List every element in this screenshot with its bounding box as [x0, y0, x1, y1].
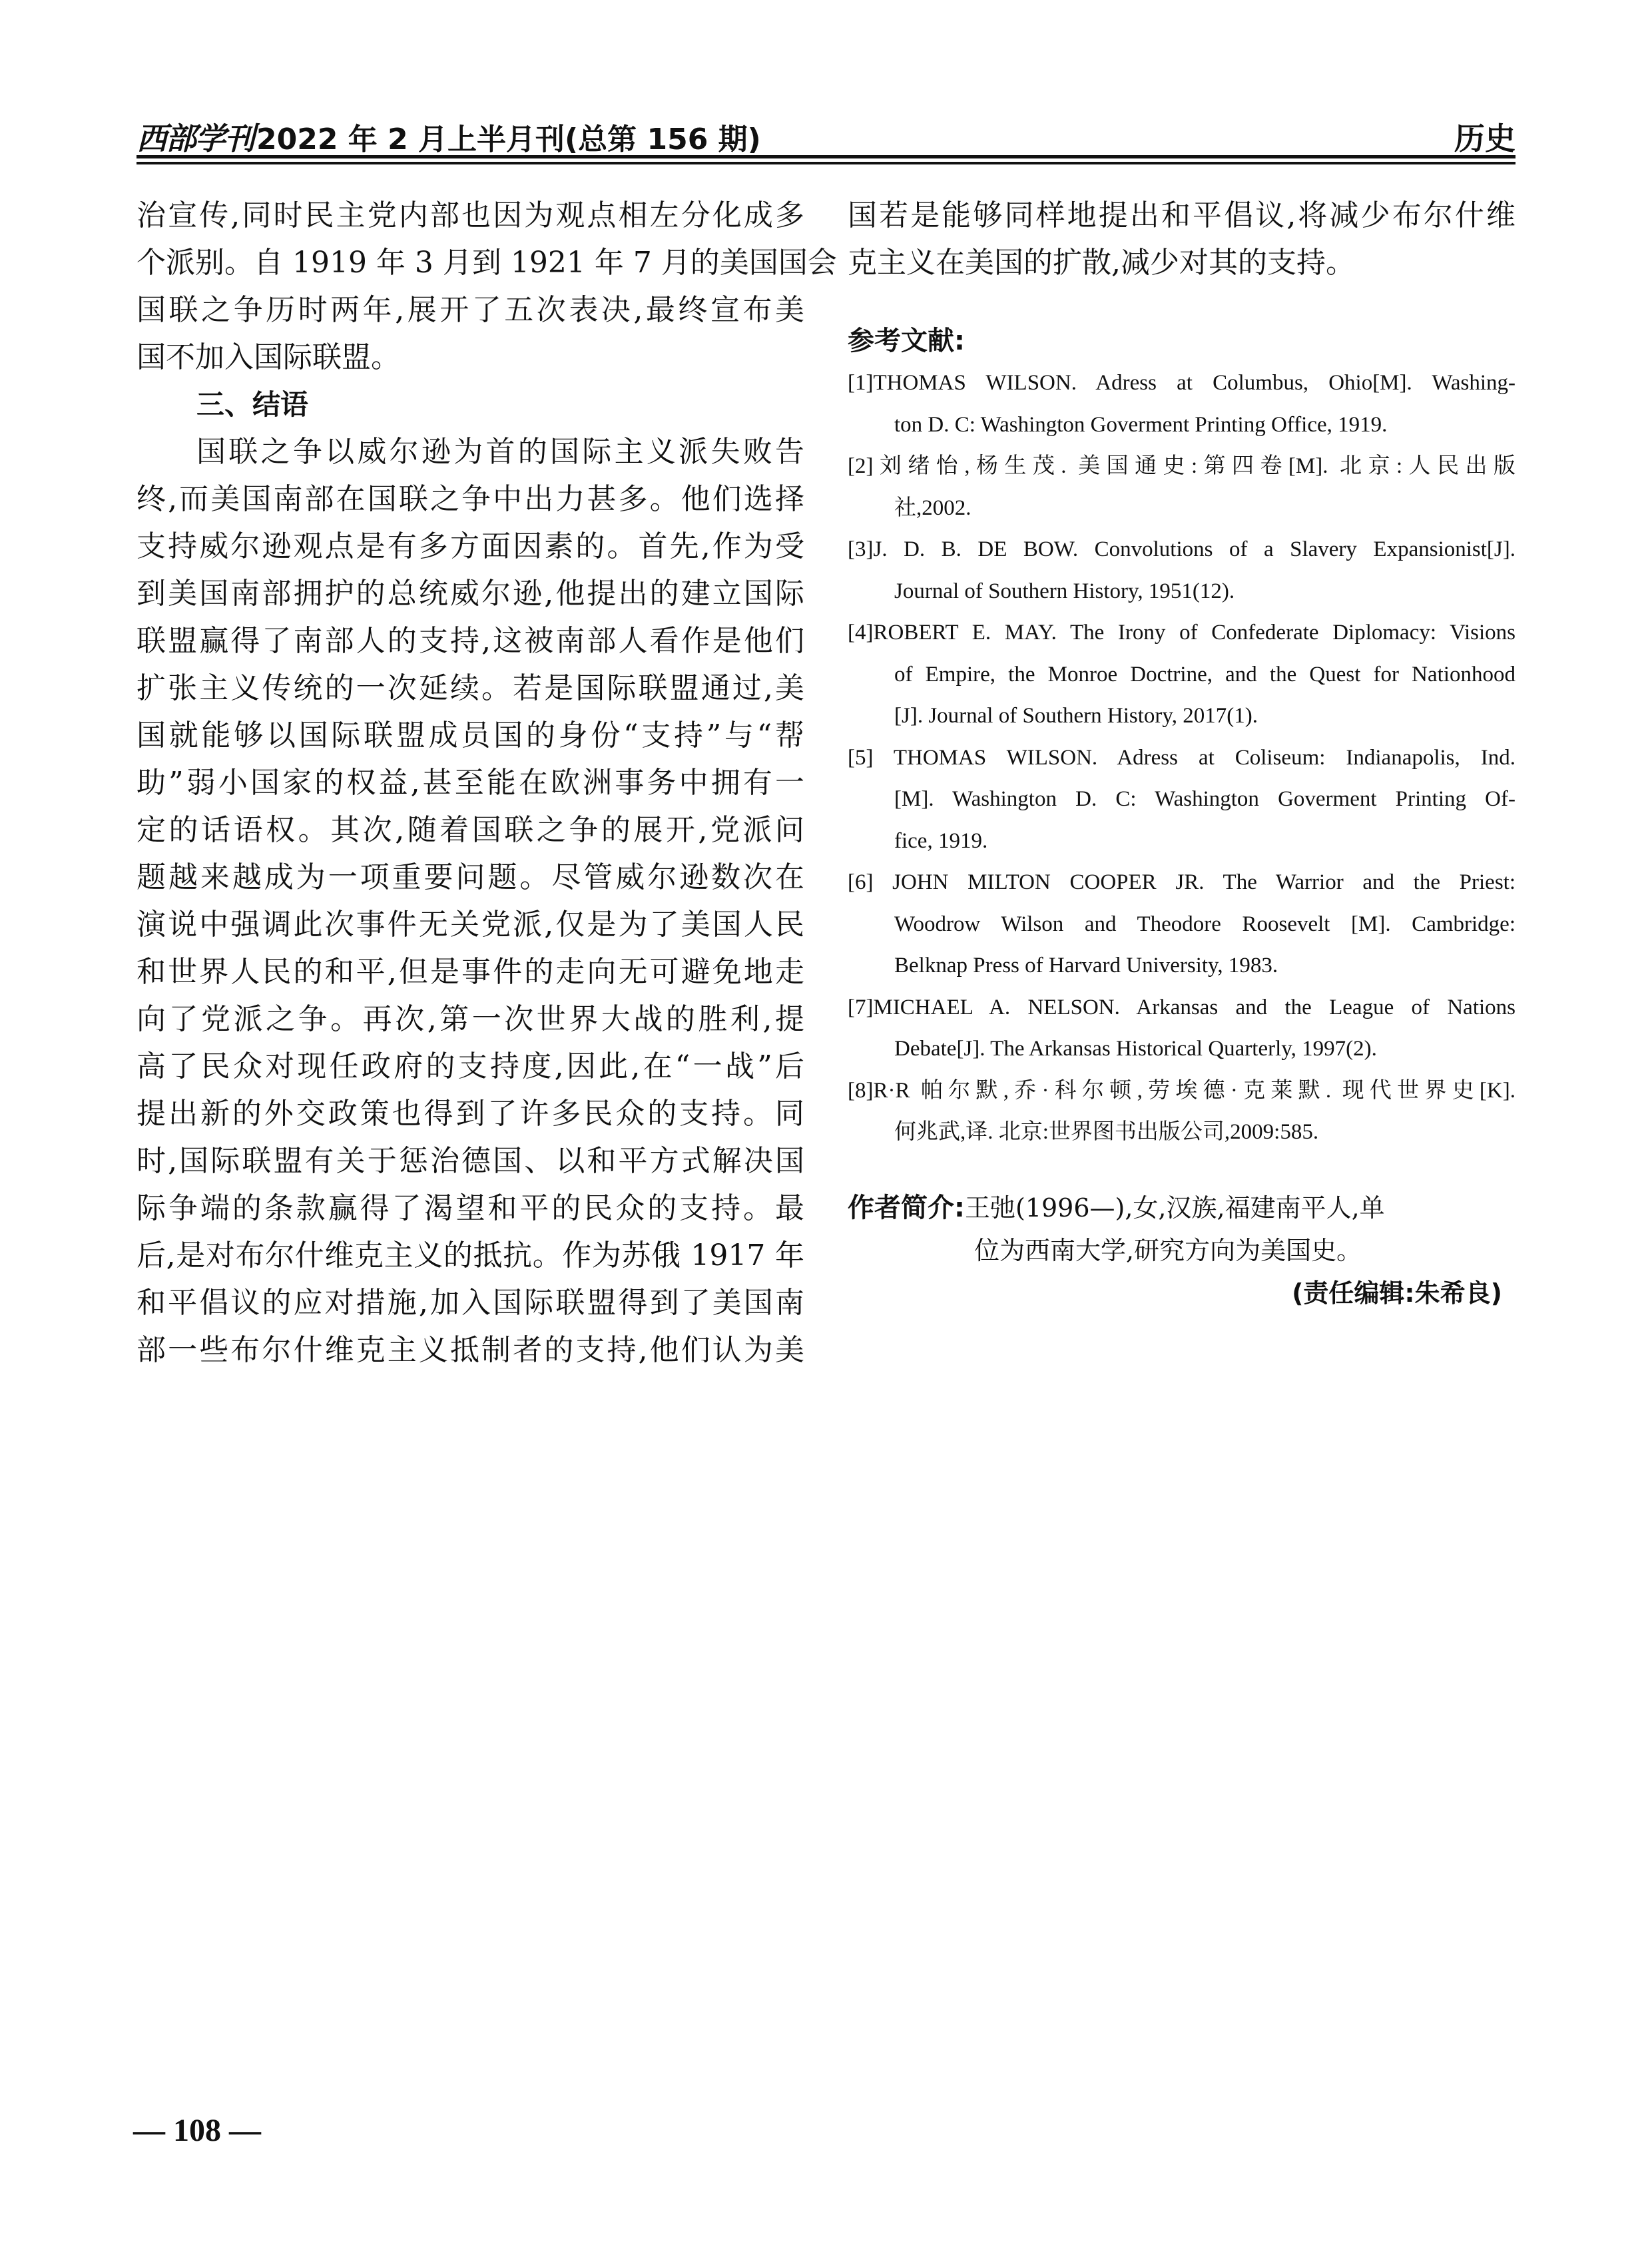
issue-info: 2022 年 2 月上半月刊(总第 156 期): [256, 123, 761, 156]
reference-line: [J]. Journal of Southern History, 2017(1).: [894, 704, 1258, 728]
reference-line: [2]刘绪怡,杨生茂. 美国通史:第四卷[M]. 北京:人民出版: [848, 454, 1515, 478]
reference-line: [1]THOMAS WILSON. Adress at Columbus, Ohio[M]. Washing-: [848, 371, 1515, 395]
body-line: 国联之争以威尔逊为首的国际主义派失败告: [196, 435, 804, 469]
author-line: [848, 1187, 1515, 1229]
reference-line: [8]R·R 帕尔默,乔·科尔顿,劳埃德·克莱默. 现代世界史[K].: [848, 1078, 1515, 1103]
author-label: 作者简介:: [848, 1192, 965, 1223]
reference-line: Debate[J]. The Arkansas Historical Quarterly, 1997(2).: [894, 1037, 1377, 1061]
author-text: 王弛(1996—),女,汉族,福建南平人,单: [965, 1193, 1385, 1223]
reference-item: [848, 737, 1515, 862]
reference-line: [5] THOMAS WILSON. Adress at Coliseum: Indianapolis, Ind.: [848, 745, 1515, 770]
reference-line: Woodrow Wilson and Theodore Roosevelt [M]. Cambridge:: [894, 912, 1515, 936]
reference-item: [848, 987, 1515, 1070]
body-line: 部一些布尔什维克主义抵制者的支持,他们认为美: [137, 1333, 804, 1367]
body-line: 演说中强调此次事件无关党派,仅是为了美国人民: [137, 908, 804, 942]
reference-item: [848, 529, 1515, 612]
running-header: [137, 115, 761, 158]
body-line: 国不加入国际联盟。: [137, 340, 400, 374]
reference-line: [4]ROBERT E. MAY. The Irony of Confederate Diplomacy: Visions: [848, 621, 1515, 645]
header-rule: [137, 155, 1515, 158]
body-line: 提出新的外交政策也得到了许多民众的支持。同: [137, 1097, 804, 1131]
body-line: 际争端的条款赢得了渴望和平的民众的支持。最: [137, 1191, 804, 1225]
references-title: 参考文献:: [848, 326, 965, 356]
editor-credit: (责任编辑:朱希良): [1292, 1278, 1502, 1308]
journal-logo: 西部学刊: [137, 121, 254, 156]
left-column: [137, 192, 837, 1374]
body-line: 和平倡议的应对措施,加入国际联盟得到了美国南: [137, 1286, 805, 1320]
body-line: 国就能够以国际联盟成员国的身份“支持”与“帮: [137, 718, 804, 752]
body-line: 治宣传,同时民主党内部也因为观点相左分化成多: [137, 198, 805, 232]
reference-line: [6] JOHN MILTON COOPER JR. The Warrior and the Priest:: [848, 870, 1515, 894]
body-line: 国若是能够同样地提出和平倡议,将减少布尔什维: [848, 198, 1515, 232]
section-title: 历史: [1454, 121, 1515, 156]
header-rule: [137, 162, 1515, 164]
author-bio: [848, 1187, 1515, 1272]
body-line: 支持威尔逊观点是有多方面因素的。首先,作为受: [137, 529, 804, 563]
body-line: 后,是对布尔什维克主义的抵抗。作为苏俄 1917 年: [137, 1239, 804, 1272]
reference-line: of Empire, the Monroe Doctrine, and the Quest for Nationhood: [894, 662, 1515, 687]
body-line: 向了党派之争。再次,第一次世界大战的胜利,提: [137, 1002, 804, 1036]
reference-line: Belknap Press of Harvard University, 1983.: [894, 954, 1278, 978]
body-line: 个派别。自 1919 年 3 月到 1921 年 7 月的美国国会: [137, 246, 837, 280]
body-line: 终,而美国南部在国联之争中出力甚多。他们选择: [137, 482, 805, 516]
body-line: 高了民众对现任政府的支持度,因此,在“一战”后: [137, 1049, 804, 1083]
body-line: 和世界人民的和平,但是事件的走向无可避免地走: [137, 955, 804, 989]
body-line: 助”弱小国家的权益,甚至能在欧洲事务中拥有一: [137, 766, 804, 800]
page-number: — 108 —: [133, 2113, 261, 2148]
reference-line: [7]MICHAEL A. NELSON. Arkansas and the League of Nations: [848, 995, 1515, 1019]
reference-line: 社,2002.: [894, 495, 971, 520]
reference-item: [848, 612, 1515, 737]
body-line: 定的话语权。其次,随着国联之争的展开,党派问: [137, 813, 804, 847]
reference-line: ton D. C: Washington Goverment Printing Office, 1919.: [894, 412, 1388, 437]
reference-item: [848, 362, 1515, 445]
reference-line: 何兆武,译. 北京:世界图书出版公司,2009:585.: [894, 1120, 1319, 1144]
body-line: 联盟赢得了南部人的支持,这被南部人看作是他们: [137, 624, 804, 658]
reference-line: Journal of Southern History, 1951(12).: [894, 579, 1235, 603]
body-line: 扩张主义传统的一次延续。若是国际联盟通过,美: [137, 671, 804, 705]
reference-item: [848, 445, 1515, 529]
section-heading: 三、结语: [196, 388, 309, 421]
reference-item: [848, 862, 1515, 987]
reference-line: [3]J. D. B. DE BOW. Convolutions of a Slavery Expansionist[J].: [848, 537, 1515, 561]
body-line: 克主义在美国的扩散,减少对其的支持。: [848, 246, 1355, 280]
right-column: [848, 192, 1515, 1314]
body-line: 到美国南部拥护的总统威尔逊,他提出的建立国际: [137, 577, 804, 611]
reference-line: fice, 1919.: [894, 828, 988, 853]
reference-item: [848, 1070, 1515, 1153]
body-line: 时,国际联盟有关于惩治德国、以和平方式解决国: [137, 1144, 805, 1178]
body-line: 题越来越成为一项重要问题。尽管威尔逊数次在: [137, 860, 804, 894]
body-line: 国联之争历时两年,展开了五次表决,最终宣布美: [137, 293, 804, 327]
reference-line: [M]. Washington D. C: Washington Goverment Printing Of-: [894, 787, 1515, 811]
author-line: 位为西南大学,研究方向为美国史。: [974, 1235, 1362, 1265]
